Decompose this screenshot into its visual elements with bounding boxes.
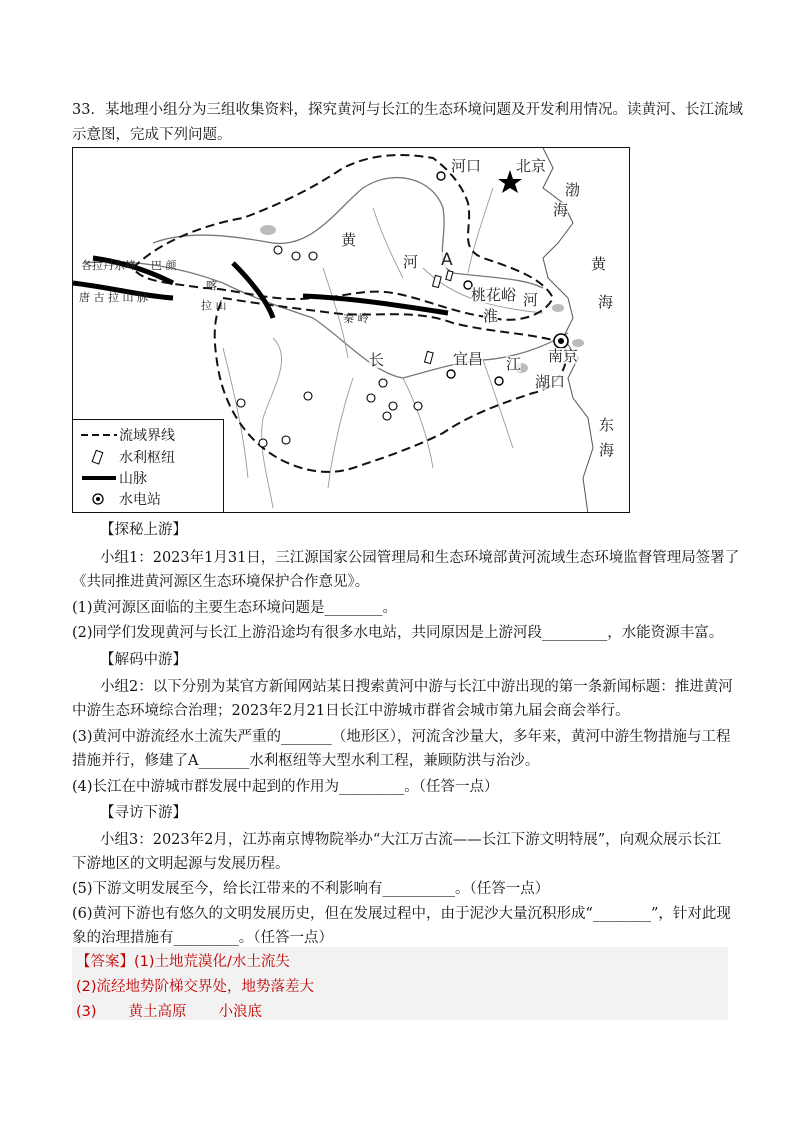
- legend-mountain: [79, 468, 147, 488]
- label-huanghai-1: 黄: [591, 255, 607, 273]
- answer-3-label: (3): [76, 1004, 97, 1020]
- label-bayan: 巴 颜: [151, 259, 177, 272]
- label-taohuayu: 桃花峪: [471, 286, 517, 304]
- legend-boundary-label: 流域界线: [119, 428, 175, 444]
- label-huanghai-2: 海: [598, 293, 614, 311]
- dashed-line-icon: [79, 425, 119, 445]
- label-jiang: 江: [506, 355, 522, 373]
- answer-3-part2: 小浪底: [218, 1004, 263, 1020]
- answer-line-1: [76, 950, 290, 971]
- question-6-line1: (6)黄河下游也有悠久的文明发展历史，但在发展过程中，由于泥沙大量沉积形成“________”，针对此现: [72, 906, 731, 922]
- legend-station-label: 水电站: [119, 492, 161, 508]
- answer-3-part1: 黄土高原: [128, 1004, 187, 1020]
- label-huanghe-2: 河: [403, 253, 419, 271]
- question-6-line2: 象的治理措施有_________。（任答一点）: [72, 930, 333, 946]
- legend-boundary: [79, 425, 175, 445]
- group2-text-1: 小组2：以下分别为某官方新闻网站某日搜索黄河中游与长江中游出现的第一条新闻标题：推进黄河: [100, 679, 733, 695]
- answer-tag: 【答案】: [76, 954, 134, 970]
- hydro-station-icon: [79, 489, 119, 509]
- group2-text-2: 中游生态环境综合治理；2023年2月21日长江中游城市群省会城市第九届会商会举行。: [72, 703, 630, 719]
- label-bohai-1: 渤: [565, 181, 581, 199]
- label-point-a: A: [441, 250, 453, 270]
- label-lashan: 拉 山: [201, 299, 227, 312]
- label-hukou: 湖口: [535, 373, 566, 391]
- question-stem-line2: 示意图，完成下列问题。: [72, 127, 232, 143]
- label-nanjing: 南京: [548, 347, 579, 365]
- group1-text-2: 《共同推进黄河源区生态环境保护合作意见》。: [72, 574, 370, 590]
- answer-line-3: [76, 1000, 262, 1021]
- heading-downstream: 【寻访下游】: [100, 805, 187, 821]
- label-geladandong: 各拉丹东峰: [81, 259, 136, 272]
- label-bohai-2: 海: [553, 201, 569, 219]
- group3-text-2: 下游地区的文明起源与发展历程。: [72, 856, 290, 872]
- legend-mountain-label: 山脉: [119, 471, 147, 487]
- label-tanggula: 唐 古 拉 山 脉: [79, 291, 148, 304]
- label-chang: 长: [369, 351, 385, 369]
- legend-station: [79, 489, 161, 509]
- question-3-line2: 措施并行，修建了A_______水利枢纽等大型水利工程，兼顾防洪与治沙。: [72, 753, 540, 769]
- group1-text-1: 小组1：2023年1月31日，三江源国家公园管理局和生态环境部黄河流域生态环境监督管理局签署了: [100, 550, 740, 566]
- group3-text-1: 小组3：2023年2月，江苏南京博物院举办“大江万古流——长江下游文明特展”，向观众展示长江: [100, 832, 722, 848]
- heading-upstream: 【探秘上游】: [100, 522, 187, 538]
- label-hekou: 河口: [451, 157, 482, 175]
- label-he-small: 河: [523, 291, 539, 309]
- label-yichang: 宜昌: [453, 350, 484, 368]
- label-huanghe-1: 黄: [341, 231, 357, 249]
- legend-dam: [79, 447, 175, 467]
- label-huai: 淮: [483, 307, 499, 325]
- question-2: (2)同学们发现黄河与长江上游沿途均有很多水电站，共同原因是上游河段_________，水能资源丰富。: [72, 625, 724, 641]
- label-beijing: 北京: [516, 157, 547, 175]
- question-3-line1: (3)黄河中游流经水土流失严重的_______（地形区），河流含沙量大，多年来，黄河中游生物措施与工程: [72, 729, 731, 745]
- map-legend: [73, 419, 224, 513]
- answer-1: (1)土地荒漠化/水土流失: [134, 954, 290, 970]
- label-karakoram: 喀: [206, 279, 217, 292]
- question-4: (4)长江在中游城市群发展中起到的作用为_________。（任答一点）: [72, 779, 499, 795]
- question-stem-line1: 33．某地理小组分为三组收集资料，探究黄河与长江的生态环境问题及开发利用情况。读黄河、长江流域: [72, 102, 743, 118]
- label-qinling: 秦 岭: [343, 312, 369, 325]
- dam-icon: [79, 447, 119, 467]
- label-donghai-2: 海: [599, 441, 615, 459]
- question-1: (1)黄河源区面临的主要生态环境问题是________。: [72, 600, 398, 616]
- answer-2: (2)流经地势阶梯交界处，地势落差大: [76, 979, 315, 995]
- label-donghai-1: 东: [599, 416, 615, 434]
- heading-midstream: 【解码中游】: [100, 652, 187, 668]
- question-5: (5)下游文明发展至今，给长江带来的不利影响有__________。（任答一点）: [72, 881, 550, 897]
- legend-dam-label: 水利枢纽: [119, 450, 175, 466]
- mountain-line-icon: [79, 468, 119, 488]
- river-basin-map: [72, 147, 630, 513]
